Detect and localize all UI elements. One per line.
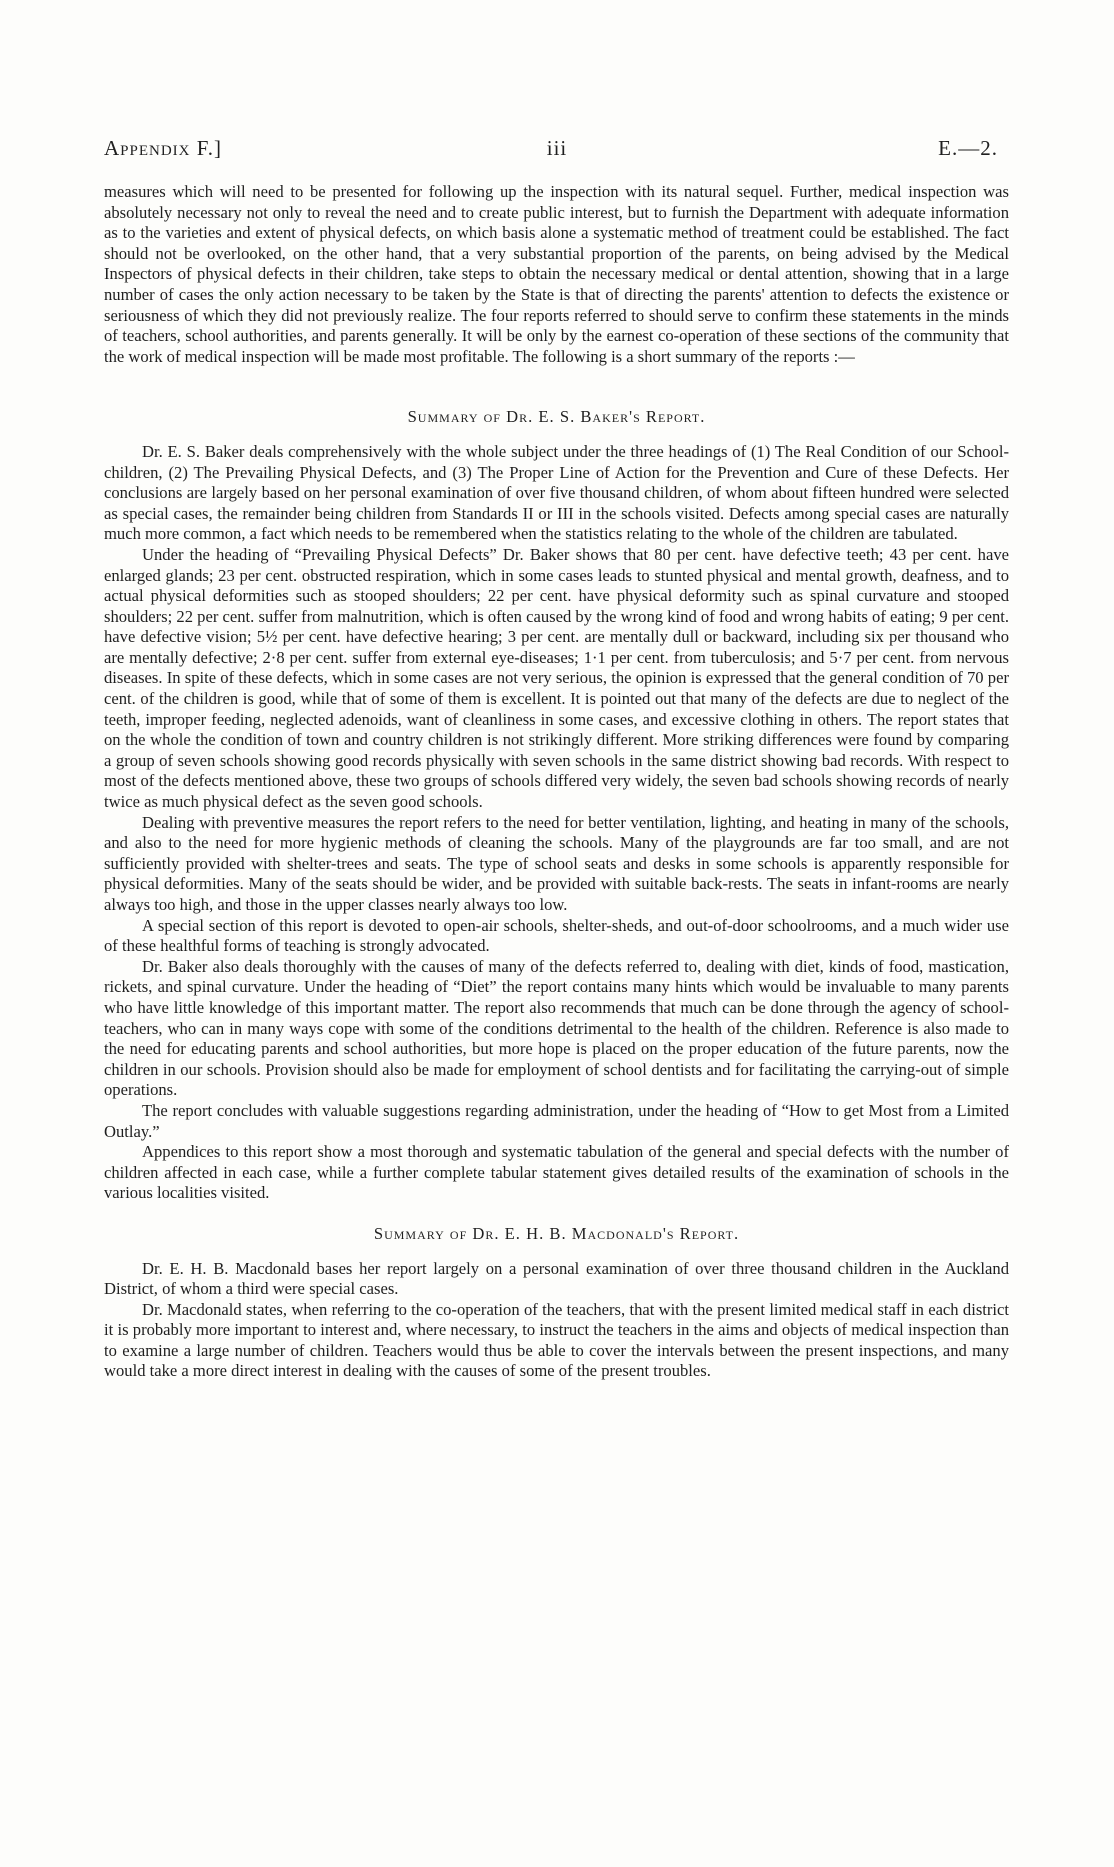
document-body xyxy=(104,182,1009,1382)
page-number: iii xyxy=(546,136,568,160)
document-code: E.—2. xyxy=(938,136,998,160)
baker-paragraph-4: A special section of this report is devoted to open-air schools, shelter-sheds, and out-of-door schoolrooms, and a much wider use of these healthful forms of teaching is strongly advocated. xyxy=(104,915,1009,956)
section-heading-baker: Summary of Dr. E. S. Baker's Report. xyxy=(407,407,706,427)
baker-paragraph-5: Dr. Baker also deals thoroughly with the causes of many of the defects referred to, dealing with diet, kinds of food, mastication, rickets, and spinal curvature. Under the heading of “Diet” the report contains many hints which would be invaluable to many parents who have little knowledge of this important matter. The report also recommends that much can be done through the agency of school-teachers, who can in many ways cope with some of the conditions detrimental to the health of the children. Reference is also made to the need for educating parents and school authorities, but more hope is placed on the proper education of the future parents, now the children in our schools. Provision should also be made for employment of school dentists and for facilitating the carrying-out of simple operations. xyxy=(104,956,1009,1100)
baker-paragraph-7: Appendices to this report show a most thorough and systematic tabulation of the general and special defects with the number of children affected in each case, while a further complete tabular statement gives detailed results of the examination of schools in the various localities visited. xyxy=(104,1142,1009,1203)
baker-paragraph-6: The report concludes with valuable suggestions regarding administration, under the heading of “How to get Most from a Limited Outlay.” xyxy=(104,1100,1009,1141)
macdonald-paragraph-2: Dr. Macdonald states, when referring to the co-operation of the teachers, that with the present limited medical staff in each district it is probably more important to interest and, where necessary, to instruct the teachers in the aims and objects of medical inspection than to examine a large number of children. Teachers would thus be able to cover the intervals between the present inspections, and many would take a more direct interest in dealing with the causes of some of the present troubles. xyxy=(104,1299,1009,1381)
intro-paragraph: measures which will need to be presented for following up the inspection with its natural sequel. Further, medical inspection was absolutely necessary not only to reveal the need and to create public interest, but to furnish the Department with adequate information as to the varieties and extent of physical defects, on which basis alone a systematic method of treatment could be established. The fact should not be overlooked, on the other hand, that a very substantial proportion of the parents, on being advised by the Medical Inspectors of physical defects in their children, take steps to obtain the necessary medical or dental attention, showing that in a large number of cases the only action necessary to be taken by the State is that of directing the parents' attention to defects the existence or seriousness of which they did not previously realize. The four reports referred to should serve to confirm these statements in the minds of teachers, school authorities, and parents generally. It will be only by the earnest co-operation of these sections of the community that the work of medical inspection will be made most profitable. The following is a short summary of the reports :— xyxy=(104,182,1009,366)
section-heading-macdonald: Summary of Dr. E. H. B. Macdonald's Report. xyxy=(373,1223,740,1243)
baker-paragraph-3: Dealing with preventive measures the report refers to the need for better ventilation, lighting, and heating in many of the schools, and also to the need for more hygienic methods of cleaning the schools. Many of the playgrounds are far too small, and are not sufficiently provided with shelter-trees and seats. The type of school seats and desks in some schools is apparently responsible for physical deformities. Many of the seats should be wider, and be provided with suitable back-rests. The seats in infant-rooms are nearly always too high, and those in the upper classes nearly always too low. xyxy=(104,812,1009,914)
baker-paragraph-2: Under the heading of “Prevailing Physical Defects” Dr. Baker shows that 80 per cent. have defective teeth; 43 per cent. have enlarged glands; 23 per cent. obstructed respiration, which in some cases leads to stunted physical and mental growth, deafness, and to actual physical deformities such as stooped shoulders; 22 per cent. have physical deformity such as spinal curvature and stooped shoulders; 22 per cent. suffer from malnutrition, which is often caused by the wrong kind of food and wrong habits of eating; 9 per cent. have defective vision; 5½ per cent. have defective hearing; 3 per cent. are mentally dull or backward, including six per thousand who are mentally defective; 2·8 per cent. suffer from external eye-diseases; 1·1 per cent. from tuberculosis; and 5·7 per cent. from nervous diseases. In spite of these defects, which in some cases are not very serious, the opinion is expressed that the general condition of 70 per cent. of the children is good, while that of some of them is excellent. It is pointed out that many of the defects are due to neglect of the teeth, improper feeding, neglected adenoids, want of cleanliness in some cases, and excessive clothing in others. The report states that on the whole the condition of town and country children is not strikingly different. More striking differences were found by comparing a group of seven schools showing good records physically with seven schools in the same district showing bad records. With respect to most of the defects mentioned above, these two groups of schools differed very widely, the seven bad schools showing records of nearly twice as much physical defect as the seven good schools. xyxy=(104,544,1009,812)
baker-paragraph-1: Dr. E. S. Baker deals comprehensively with the whole subject under the three headings of (1) The Real Condition of our School-children, (2) The Prevailing Physical Defects, and (3) The Proper Line of Action for the Prevention and Cure of these Defects. Her conclusions are largely based on her personal examination of over five thousand children, of whom about fifteen hundred were selected as special cases, the remainder being children from Standards II or III in the schools visited. Defects among special cases are naturally much more common, a fact which needs to be remembered when the statistics relating to the whole of the children are tabulated. xyxy=(104,441,1009,544)
page-header xyxy=(0,136,1114,166)
macdonald-paragraph-1: Dr. E. H. B. Macdonald bases her report largely on a personal examination of over three thousand children in the Auckland District, of whom a third were special cases. xyxy=(104,1258,1009,1299)
appendix-label: Appendix F.] xyxy=(104,136,222,160)
